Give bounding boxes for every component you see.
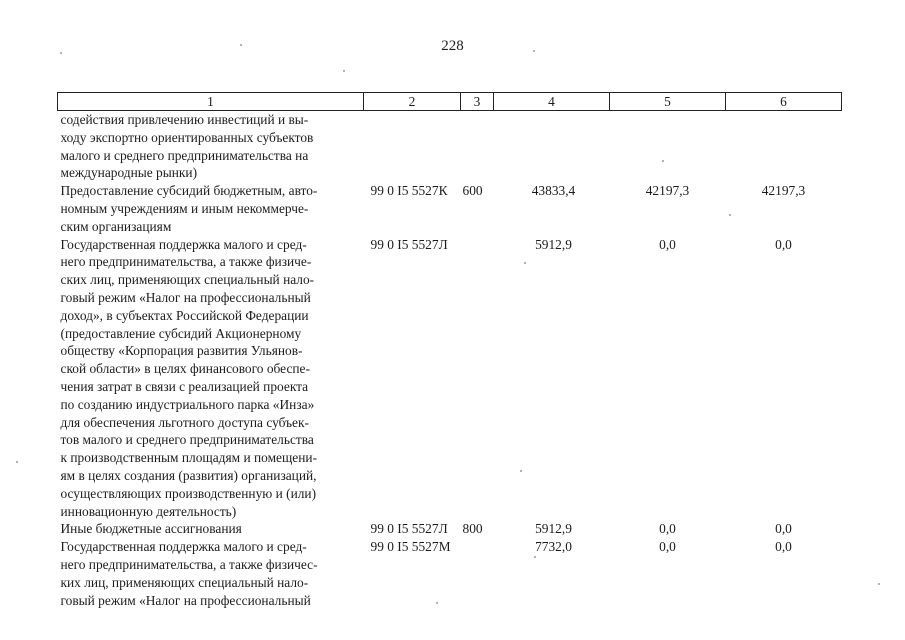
table-header: [58, 93, 842, 111]
scan-speck: [60, 52, 62, 54]
row-name: Иные бюджетные ассигнования: [60, 521, 242, 537]
scan-speck: [533, 50, 535, 52]
row-code: 99 0 I5 5527Л: [370, 236, 448, 252]
row-code: [364, 111, 461, 183]
header-col-5: 5: [610, 93, 726, 111]
page-number: 228: [441, 38, 464, 54]
budget-table: [57, 92, 842, 609]
row-name: Государственная поддержка малого и сред- него предпринимательства, а также физичес- ких лиц, применяющих специальный нало- говый режим «Налог на профессиональный: [60, 539, 318, 608]
row-code: 99 0 I5 5527М: [370, 539, 451, 555]
scan-speck: [16, 461, 18, 463]
row-value-6: 0,0: [775, 539, 792, 555]
row-value-4: [494, 111, 610, 183]
header-col-3: 3: [461, 93, 494, 111]
row-name: содействия привлечению инвестиций и вы- ходу экспортно ориентированных субъектов малого и среднего предпринимательства на международные рынки): [60, 112, 314, 181]
row-value-5: 42197,3: [645, 183, 690, 199]
scan-speck: [436, 602, 438, 604]
header-row: [58, 93, 842, 111]
scan-speck: [878, 583, 880, 585]
scan-speck: [534, 556, 536, 558]
row-value-6: 42197,3: [761, 183, 806, 199]
table-row: [58, 236, 842, 521]
table-row: [58, 538, 842, 609]
row-value-5: [610, 111, 726, 183]
header-col-1: 1: [58, 93, 364, 111]
scan-speck: [662, 160, 664, 162]
row-vr: 800: [462, 521, 483, 537]
row-name: Государственная поддержка малого и сред- него предпринимательства, а также физиче- ских лиц, применяющих специальный нало- говый режим «Налог на профессиональный доход», в субъектах Российской Федерации (предоставление субсидий Акционерному обществу «Корпорация развития Ульянов- ской области» в целях финансового обеспе- чения затрат в связи с реализацией проекта по созданию индустриального парка «Инза» для обеспечения льготного доступа субъек- тов малого и среднего предпринимательства к производственным площадям и помещени- ям в целях создания (развития) организаций, осуществляющих производственную и (или) инновационную деятельность): [60, 236, 318, 519]
row-value-6: 0,0: [775, 236, 792, 252]
row-value-5: 0,0: [659, 521, 676, 537]
row-vr: [461, 538, 494, 609]
row-value-5: 0,0: [659, 236, 676, 252]
table-row: [58, 520, 842, 538]
table-row: [58, 182, 842, 235]
row-value-6: [726, 111, 842, 183]
row-value-6: 0,0: [775, 521, 792, 537]
scan-speck: [729, 214, 731, 216]
row-code: 99 0 I5 5527К: [370, 183, 448, 199]
row-name: Предоставление субсидий бюджетным, авто- номным учреждениям и иным некоммерче- ским организациям: [60, 183, 318, 234]
row-value-4: 5912,9: [535, 521, 572, 537]
row-vr: 600: [462, 183, 483, 199]
scan-speck: [343, 70, 345, 72]
table-body: [58, 111, 842, 610]
scan-speck: [240, 44, 242, 46]
header-col-6: 6: [726, 93, 842, 111]
row-vr: [461, 111, 494, 183]
header-col-4: 4: [494, 93, 610, 111]
scan-speck: [520, 470, 522, 472]
row-value-4: 43833,4: [531, 183, 576, 199]
row-value-4: 5912,9: [535, 236, 572, 252]
row-vr: [461, 236, 494, 521]
row-value-5: 0,0: [659, 539, 676, 555]
header-col-2: 2: [364, 93, 461, 111]
row-code: 99 0 I5 5527Л: [370, 521, 448, 537]
row-value-4: 7732,0: [535, 539, 572, 555]
table-row: [58, 111, 842, 183]
scan-speck: [524, 262, 526, 264]
